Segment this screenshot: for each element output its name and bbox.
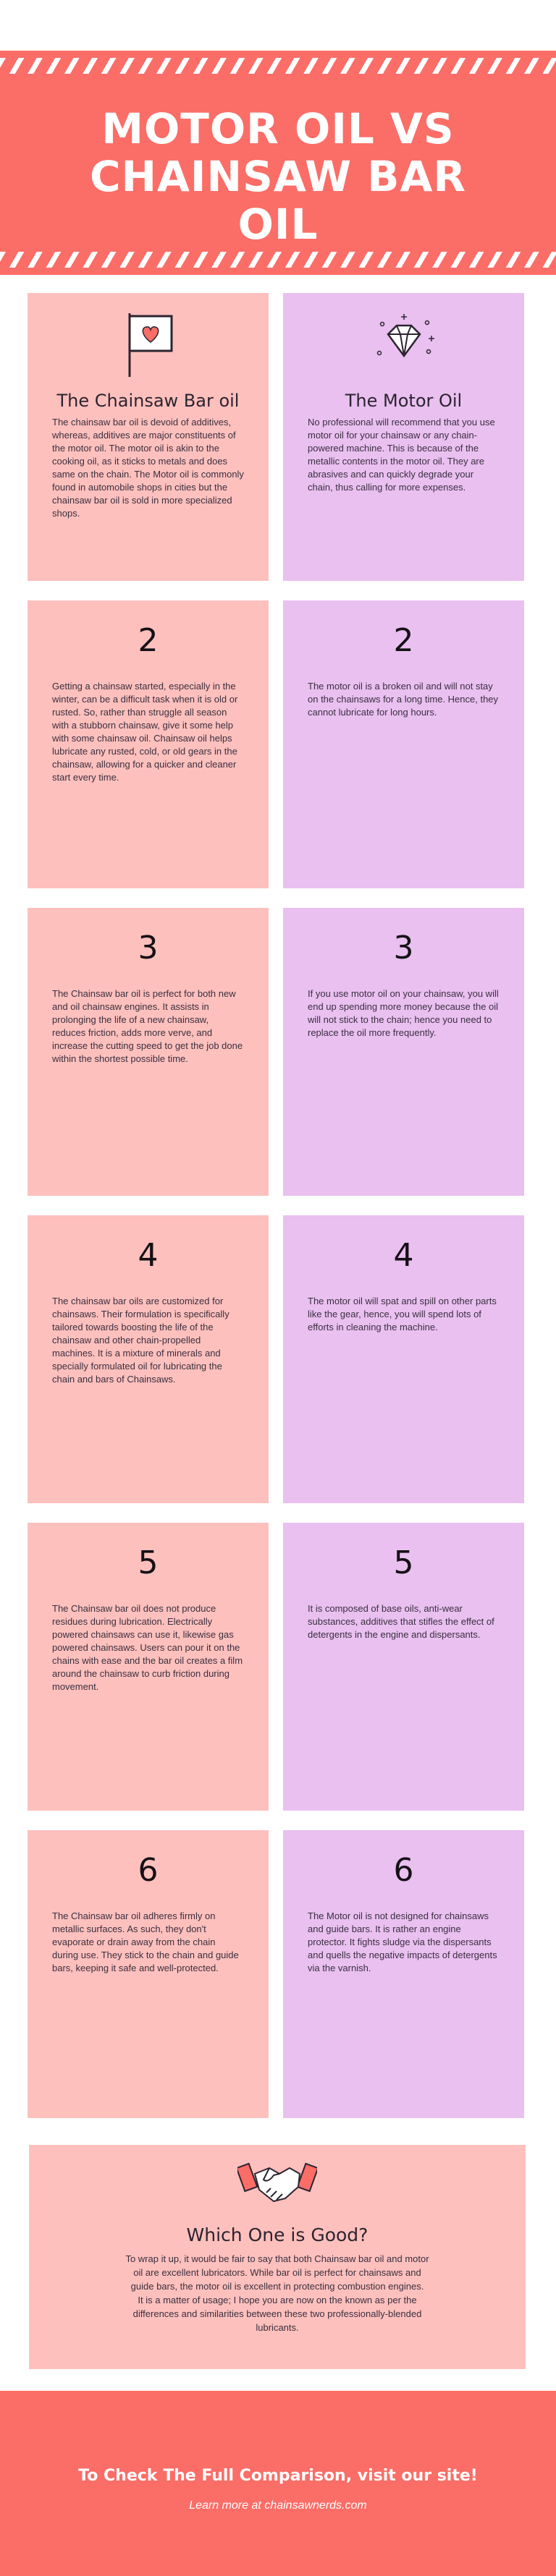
card-number: 3 (138, 930, 159, 966)
card-number: 4 (138, 1237, 159, 1274)
card-left-5 (28, 1523, 269, 1811)
card-text: The Chainsaw bar oil is perfect for both new and oil chainsaw engines. It assists in prolonging the life of a new chainsaw, reduces friction, adds more verve, and increase the cutting speed to get the job done within the shortest possible time. (52, 988, 243, 1064)
card-heading: The Motor Oil (345, 391, 463, 411)
card-left-3 (28, 908, 269, 1196)
summary-text (123, 2252, 431, 2334)
card-text: The Chainsaw bar oil adheres firmly on metallic surfaces. As such, they don't evaporate or drain away from the chain during use. They stick to the chain and guide bars, keeping it safe and well-protected. (52, 1910, 239, 1973)
card-right-4 (283, 1215, 524, 1503)
card-text: The motor oil will spat and spill on other parts like the gear, hence, you will spend lots of efforts in cleaning the machine. (308, 1296, 497, 1332)
header-banner (0, 51, 556, 275)
card-text: It is composed of base oils, anti-wear substances, additives that stifles the effect of detergents in the engine and dispersants. (308, 1603, 494, 1640)
card-text: No professional will recommend that you use motor oil for your chainsaw or any chain-powered machine. This is because of the metallic contents in the motor oil. They are abrasives and can quickly degrade your chain, thus calling for more expenses. (308, 417, 495, 493)
card-number: 2 (393, 622, 414, 659)
card-right-5 (283, 1523, 524, 1811)
card-right-3 (283, 908, 524, 1196)
footer-call-to-action: To Check The Full Comparison, visit our site! (78, 2467, 478, 2485)
page-title: MOTOR OIL VS CHAINSAW BAR OIL (89, 104, 467, 249)
card-number: 2 (138, 622, 159, 659)
card-number: 6 (138, 1852, 159, 1889)
card-text: The motor oil is a broken oil and will not stay on the chainsaws for a long time. Hence, they cannot lubricate for long hours. (308, 681, 499, 718)
diamond-icon (283, 307, 524, 380)
card-chainsaw-bar-oil (28, 293, 269, 581)
summary-paragraph: It is a matter of usage; I hope you are now on the known as per the differences and similarities between these two professionally-blended lubricants. (132, 2295, 422, 2333)
flag-heart-icon (28, 307, 269, 380)
card-text: Getting a chainsaw started, especially in the winter, can be a difficult task when it is old or rusted. So, rather than struggle all season with a stubborn chainsaw, give it some help with some chainsaw oil. Chainsaw oil helps lubricate any rusted, cold, or old gears in the chainsaw, allowing for a quicker and cleaner start every time. (52, 681, 238, 783)
summary-paragraph: To wrap it up, it would be fair to say that both Chainsaw bar oil and motor oil are excellent lubricators. While bar oil is perfect for chainsaws and guide bars, the motor oil is excellent in protecting combustion engines. (125, 2253, 429, 2292)
card-text: The Chainsaw bar oil does not produce residues during lubrication. Electrically powered chainsaws can use it, likewise gas powered chainsaws. Users can pour it on the chains with ease and the bar oil creates a film around the chainsaw to curb friction during movement. (52, 1603, 243, 1692)
card-left-6 (28, 1830, 269, 2118)
card-number: 3 (393, 930, 414, 966)
card-right-2 (283, 600, 524, 888)
card-text: If you use motor oil on your chainsaw, you will end up spending more money because the oil will not stick to the chain; hence you need to replace the oil more frequently. (308, 988, 499, 1038)
card-right-6 (283, 1830, 524, 2118)
card-motor-oil (283, 293, 524, 581)
footer-banner (0, 2391, 556, 2576)
footer-site-link[interactable]: Learn more at chainsawnerds.com (189, 2499, 367, 2512)
handshake-icon (29, 2158, 526, 2216)
card-text: The Motor oil is not designed for chainsaws and guide bars. It is rather an engine protector. It fights sludge via the dispersants and quells the negative impacts of detergents via the varnish. (308, 1910, 497, 1973)
card-number: 6 (393, 1852, 414, 1889)
card-text: The chainsaw bar oil is devoid of additives, whereas, additives are major constituents of the motor oil. The motor oil is akin to the cooking oil, as it sticks to metals and does same on the chain. The Motor oil is commonly found in automobile shops in cities but the chainsaw bar oil is sold in more specialized shops. (52, 417, 244, 519)
card-left-2 (28, 600, 269, 888)
bottom-stripe-border (0, 252, 556, 268)
card-number: 5 (138, 1544, 159, 1581)
card-text: The chainsaw bar oils are customized for chainsaws. Their formulation is specifically tailored towards boosting the life of the chainsaw and other chain-propelled machines. It is a mixture of minerals and specially formulated oil for lubricating the chain and bars of Chainsaws. (52, 1296, 229, 1385)
summary-section (29, 2145, 526, 2369)
summary-title: Which One is Good? (186, 2224, 368, 2245)
card-left-4 (28, 1215, 269, 1503)
top-stripe-border (0, 58, 556, 74)
card-number: 4 (393, 1237, 414, 1274)
card-heading: The Chainsaw Bar oil (56, 391, 240, 411)
card-number: 5 (393, 1544, 414, 1581)
